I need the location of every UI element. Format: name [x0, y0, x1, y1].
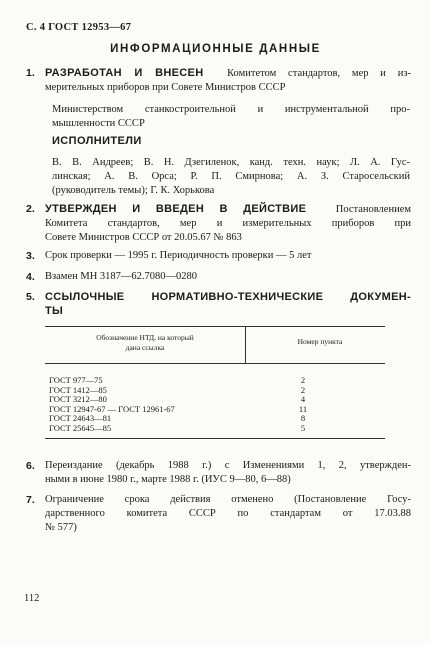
table-cell-document: ГОСТ 24643—81	[49, 413, 112, 424]
section-number: 3.	[26, 250, 35, 262]
executors-list	[52, 156, 410, 198]
table-body	[45, 364, 385, 434]
table-cell-item: 4	[300, 394, 306, 405]
document-title: ИНФОРМАЦИОННЫЕ ДАННЫЕ	[110, 43, 321, 55]
table-header	[45, 327, 385, 364]
page-header: С. 4 ГОСТ 12953—67	[26, 22, 132, 33]
section-line: Переиздание (декабрь 1988 г.) с Изменениями 1, 2, утвержден-	[45, 460, 411, 471]
section-number: 4.	[26, 271, 35, 283]
executors-line: В. В. Андреев; В. Н. Дзегиленок, канд. техн. наук; Л. А. Гус-	[52, 157, 410, 168]
executors-heading: ИСПОЛНИТЕЛИ	[52, 135, 142, 147]
section-line	[45, 66, 411, 81]
section-text: Комитетом стандартов, мер и из-	[227, 68, 411, 79]
section-heading: РАЗРАБОТАН И ВНЕСЕН	[45, 67, 204, 79]
section-heading: ТЫ	[45, 305, 64, 317]
paragraph-line: Министерством станкостроительной и инструментальной про-	[52, 104, 410, 115]
table-row	[45, 424, 385, 434]
paragraph-line: мышленности СССР	[52, 118, 145, 129]
section-number: 1.	[26, 67, 35, 79]
table-cell-document: ГОСТ 3212—80	[49, 394, 107, 405]
section-heading: ССЫЛОЧНЫЕ НОРМАТИВНО-ТЕХНИЧЕСКИЕ ДОКУМЕН-	[45, 291, 411, 303]
section-line: № 577)	[45, 522, 77, 533]
table-cell-document: ГОСТ 25645—85	[49, 422, 112, 433]
section-line: мерительных приборов при Совете Министров СССР	[45, 82, 286, 93]
table-cell-item: 8	[300, 413, 306, 424]
reference-table	[45, 326, 385, 439]
section-line: ными в июне 1980 г., марте 1988 г. (ИУС 9—80, 6—88)	[45, 474, 291, 485]
section-line: Комитета стандартов, мер и измерительных приборов при	[45, 218, 411, 229]
section-number: 7.	[26, 494, 35, 506]
table-cell-item: 5	[300, 422, 306, 433]
executors-line: (руководитель темы); Г. К. Хорькова	[52, 185, 215, 196]
table-cell-document: ГОСТ 12947-67 — ГОСТ 12961-67	[49, 403, 175, 414]
section-number: 2.	[26, 203, 35, 215]
table-cell-document: ГОСТ 1412—85	[49, 384, 107, 395]
table-cell-document: ГОСТ 977—75	[49, 375, 103, 385]
section-text: Срок проверки — 1995 г. Периодичность проверки — 5 лет	[45, 250, 312, 261]
section-line	[45, 202, 411, 217]
section-number: 5.	[26, 291, 35, 303]
executors-line: линская; А. В. Орса; Р. П. Смирнова; А. З. Старосельский	[52, 171, 410, 182]
section-text: Взамен МН 3187—62.7080—0280	[45, 271, 198, 282]
section-heading: УТВЕРЖДЕН И ВВЕДЕН В ДЕЙСТВИЕ	[45, 203, 307, 215]
page-number: 112	[24, 593, 40, 604]
section-line: Ограничение срока действия отменено (Постановление Госу-	[45, 494, 411, 505]
section-text: Постановлением	[335, 204, 411, 215]
header-line: дана ссылка	[125, 343, 165, 352]
section-line: Совете Министров СССР от 20.05.67 № 863	[45, 232, 242, 243]
header-line: Обозначение НТД, на который	[96, 333, 194, 342]
section-line: дарственного комитета СССР по стандартам от 17.03.88	[45, 508, 411, 519]
section-number: 6.	[26, 460, 35, 472]
table-cell-item: 2	[300, 384, 306, 395]
table-cell-item: 2	[300, 375, 306, 385]
table-column-header-item: Номер пункта	[297, 337, 343, 346]
table-cell-item: 11	[298, 403, 308, 414]
ministry-paragraph	[52, 103, 410, 131]
table-column-header-document	[45, 333, 245, 353]
